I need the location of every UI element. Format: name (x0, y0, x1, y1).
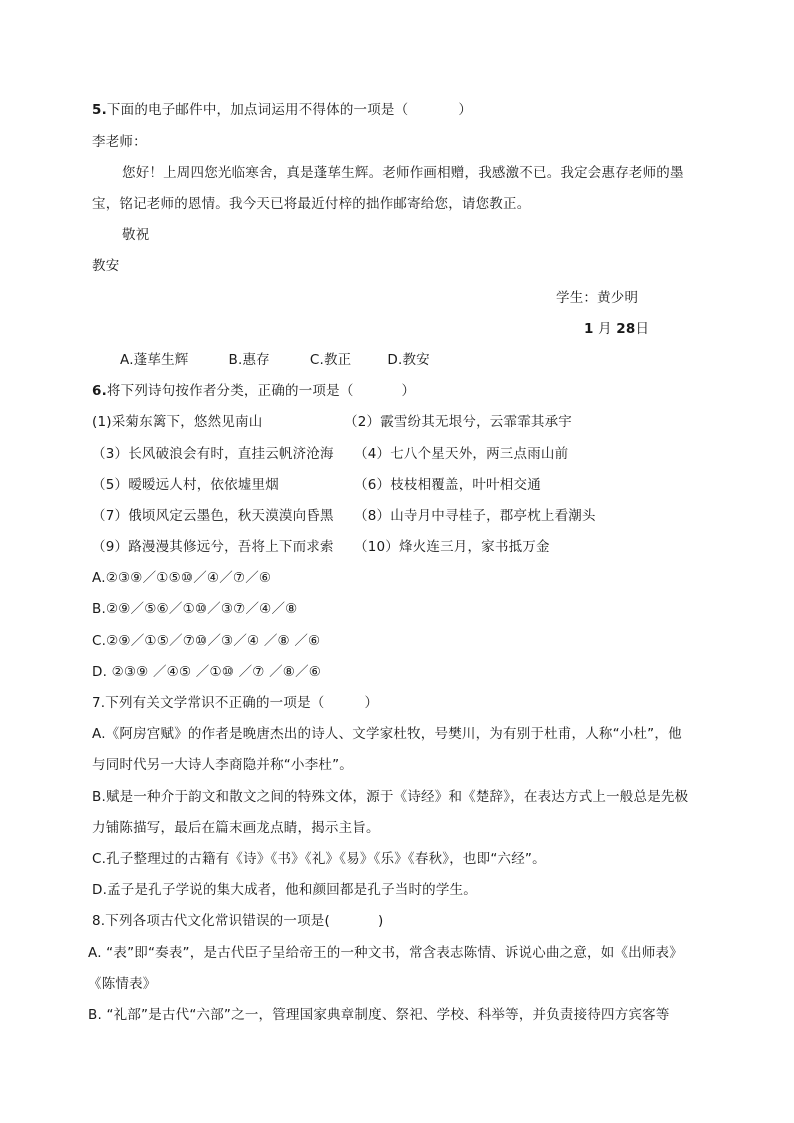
q6-option-d: D. ②③⑨ ／④⑤ ／①⑩ ／⑦ ／⑧／⑥ (92, 664, 322, 680)
q5-options (120, 351, 478, 369)
q6-close: ） (401, 383, 416, 399)
q7-line-1: A.《阿房宫赋》的作者是晚唐杰出的诗人、文学家杜牧，号樊川，为有别于杜甫，人称“小杜”，他 (92, 726, 682, 742)
q5-option-b: B.惠存 (228, 352, 270, 368)
q7-line-3: B.赋是一种介于韵文和散文之间的特殊文体，源于《诗经》和《楚辞》，在表达方式上一般总是先极 (92, 789, 689, 805)
q5-signature: 学生：黄少明 (556, 290, 639, 306)
q6-option-b: B.②⑨／⑤⑥／①⑩／③⑦／④／⑧ (92, 601, 298, 617)
q7-line-5: C.孔子整理过的古籍有《诗》《书》《礼》《易》《乐》《春秋》，也即“六经”。 (92, 851, 546, 867)
q5-body-line2: 宝，铭记老师的恩情。我今天已将最近付梓的拙作邮寄给您，请您教正。 (92, 196, 531, 212)
q5-number: 5. (92, 102, 107, 118)
q6-item-4: （4）七八个星天外，两三点雨山前 (354, 446, 569, 462)
q7-stem-text: 下列有关文学常识不正确的一项是（ (105, 695, 325, 711)
q7-line-4: 力铺陈描写，最后在篇末画龙点睛，揭示主旨。 (92, 820, 380, 836)
q5-stem (92, 101, 472, 119)
q5-option-c: C.教正 (309, 352, 352, 368)
q8-number: 8. (92, 913, 106, 929)
q6-item-5: （5）暧暧远人村，依依墟里烟 (92, 477, 279, 493)
q6-item-6: （6）枝枝相覆盖，叶叶相交通 (354, 477, 541, 493)
q6-item-9: （9）路漫漫其修远兮，吾将上下而求索 (92, 539, 334, 555)
q6-row-2 (92, 445, 692, 463)
q5-closing2: 教安 (92, 258, 120, 274)
q6-item-10: （10）烽火连三月，家书抵万金 (354, 539, 550, 555)
q6-row-4 (92, 507, 692, 525)
q6-row-3 (92, 476, 692, 494)
q6-option-c: C.②⑨／①⑤／⑦⑩／③／④ ／⑧ ／⑥ (92, 633, 321, 649)
q6-row-5 (92, 538, 692, 556)
q7-line-6: D.孟子是孔子学说的集大成者，他和颜回都是孔子当时的学生。 (92, 882, 477, 898)
q8-line-3: B. “礼部”是古代“六部”之一，管理国家典章制度、祭祀、学校、科举等，并负责接待四方宾客等 (88, 1007, 670, 1023)
q8-line-1: A. “表”即“奏表”，是古代臣子呈给帝王的一种文书，常含表志陈情、诉说心曲之意，如《出师表》 (88, 945, 683, 961)
q6-number: 6. (92, 383, 107, 399)
q6-item-3: （3）长风破浪会有时，直挂云帆济沧海 (92, 446, 334, 462)
q5-date-month: 月 (598, 321, 612, 337)
q6-item-8: （8）山寺月中寻桂子，郡亭枕上看潮头 (354, 508, 596, 524)
q6-item-1: (1)采菊东篱下，悠然见南山 (92, 414, 263, 430)
q8-close: ) (377, 913, 384, 929)
q6-item-2: （2）霰雪纷其无垠兮，云霏霏其承宇 (344, 414, 572, 430)
q8-stem (92, 912, 383, 930)
q7-number: 7. (92, 695, 106, 711)
q5-date-num: 1 (584, 321, 594, 337)
q6-row-1 (92, 413, 692, 431)
q5-stem-text: 下面的电子邮件中，加点词运用不得体的一项是（ (106, 102, 409, 118)
q5-body-line1: 您好！上周四您光临寒舍，真是蓬荜生辉。老师作画相赠，我感激不已。我定会惠存老师的墨 (122, 165, 684, 181)
q5-greeting: 李老师： (92, 134, 147, 150)
q5-date-day: 28 (616, 321, 636, 337)
q5-close: ） (458, 102, 473, 118)
q5-date (584, 320, 649, 338)
q8-stem-text: 下列各项古代文化常识错误的一项是( (105, 913, 330, 929)
q5-option-d: D.教安 (387, 352, 430, 368)
q7-close: ） (364, 695, 379, 711)
q7-line-2: 与同时代另一大诗人李商隐并称“小李杜”。 (92, 757, 353, 773)
q5-option-a: A.蓬荜生辉 (120, 352, 189, 368)
q6-item-7: （7）俄顷风定云墨色，秋天漠漠向昏黑 (92, 508, 334, 524)
q8-line-2: 《陈情表》 (88, 976, 157, 992)
q6-option-a: A.②③⑨／①⑤⑩／④／⑦／⑥ (92, 570, 272, 586)
q7-stem (92, 694, 378, 712)
q5-closing1: 敬祝 (122, 227, 150, 243)
q6-stem-text: 将下列诗句按作者分类，正确的一项是（ (106, 383, 354, 399)
q6-stem (92, 382, 415, 400)
q5-date-suffix: 日 (635, 321, 650, 337)
